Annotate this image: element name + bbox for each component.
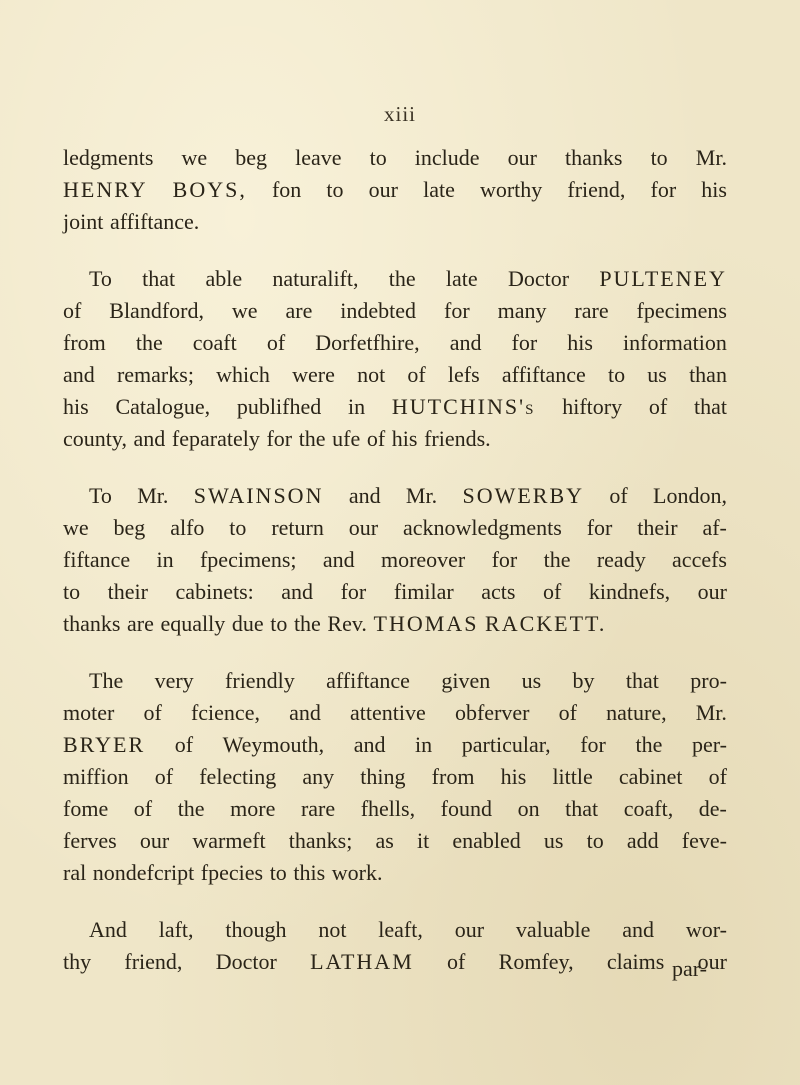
text-line (63, 391, 727, 423)
word: to (607, 362, 626, 387)
word: for (511, 330, 538, 355)
word: given (441, 668, 491, 693)
word: And (89, 917, 127, 942)
word: ferves (63, 828, 117, 853)
word: beg (113, 515, 146, 540)
word: fimilar (393, 579, 454, 604)
word: Rev. (327, 611, 367, 636)
word: worthy (479, 177, 543, 202)
word: Blandford, (109, 298, 204, 323)
word: miffion (63, 764, 129, 789)
word: to (369, 145, 387, 170)
word: feve- (681, 828, 727, 853)
word: affiftance (326, 668, 410, 693)
word: our (454, 917, 485, 942)
word: felecting (199, 764, 277, 789)
word: laft, (158, 917, 194, 942)
word: though (225, 917, 287, 942)
text-line (63, 512, 727, 544)
word: more (230, 796, 276, 821)
word: which (216, 362, 270, 387)
word: and (449, 330, 482, 355)
text-line (63, 946, 727, 978)
text-line (63, 608, 727, 640)
paragraph (63, 914, 727, 978)
text-line (63, 359, 727, 391)
text-line (63, 857, 727, 889)
word: friends. (424, 426, 491, 451)
text-line (63, 729, 727, 761)
word: for (650, 177, 677, 202)
word: feparately (171, 426, 260, 451)
word: Romfey, (498, 949, 574, 974)
word: fiftance (63, 547, 131, 572)
word: HUTCHINS's (391, 394, 536, 419)
word: hiftory (562, 394, 623, 419)
word: nondefcript (92, 860, 195, 885)
word: BRYER (63, 732, 146, 757)
word: his (391, 426, 418, 451)
word: the (298, 426, 326, 451)
word: enabled (452, 828, 521, 853)
word: of (407, 362, 426, 387)
word: his (500, 764, 527, 789)
word: PULTENEY (599, 266, 727, 291)
word: wor- (685, 917, 727, 942)
word: of (558, 700, 577, 725)
word: their (107, 579, 148, 604)
word: Mr. (695, 145, 727, 170)
word: our (697, 949, 727, 974)
word: warmeft (192, 828, 266, 853)
word: of (542, 579, 562, 604)
paragraph (63, 142, 727, 238)
word: fome (63, 796, 109, 821)
word: thy (63, 949, 92, 974)
word: ufe (332, 426, 361, 451)
word: HENRY (63, 177, 148, 202)
word: Weymouth, (222, 732, 325, 757)
word: To (89, 483, 112, 508)
word: county, (63, 426, 127, 451)
word: beg (235, 145, 268, 170)
word: the (388, 266, 416, 291)
text-line (63, 327, 727, 359)
word: work. (331, 860, 383, 885)
word: the (293, 611, 321, 636)
word: fpecies (200, 860, 264, 885)
word: any (302, 764, 335, 789)
word: SOWERBY (462, 483, 585, 508)
word: in (156, 547, 174, 572)
word: for (340, 579, 367, 604)
word: friend, (124, 949, 183, 974)
word: publifhed (236, 394, 322, 419)
word: coaft, (623, 796, 674, 821)
word: were (292, 362, 335, 387)
text-line (63, 174, 727, 206)
word: thanks (565, 145, 623, 170)
word: many (497, 298, 547, 323)
word: add (626, 828, 659, 853)
text-line (63, 544, 727, 576)
word: fpecimens (636, 298, 727, 323)
word: include (414, 145, 480, 170)
word: To (89, 266, 112, 291)
word: information (623, 330, 727, 355)
word: moreover (380, 547, 466, 572)
word: alfo (170, 515, 205, 540)
word: by (572, 668, 595, 693)
word: ral (63, 860, 87, 885)
word: Dorfetfhire, (315, 330, 420, 355)
word: return (271, 515, 324, 540)
word: not (357, 362, 386, 387)
word: for (444, 298, 470, 323)
word: late (445, 266, 478, 291)
text-line (63, 206, 727, 238)
text-line (63, 697, 727, 729)
word: our (139, 828, 170, 853)
word: to (63, 579, 81, 604)
word: able (205, 266, 243, 291)
word: claims (606, 949, 665, 974)
word: cabinet (618, 764, 683, 789)
word: on (517, 796, 540, 821)
word: fhells, (360, 796, 416, 821)
word: due (231, 611, 264, 636)
word: rare (300, 796, 336, 821)
word: acts (481, 579, 516, 604)
word: us (543, 828, 564, 853)
word: accefs (672, 547, 727, 572)
word: and (63, 362, 95, 387)
word: SWAINSON (193, 483, 324, 508)
paragraph (63, 480, 727, 640)
word: coaft (192, 330, 237, 355)
word: naturalift, (272, 266, 359, 291)
word: that (565, 796, 599, 821)
word: fcience, (190, 700, 260, 725)
paragraph (63, 263, 727, 455)
word: fpecimens; (199, 547, 297, 572)
word: London, (653, 483, 727, 508)
word: we (181, 145, 208, 170)
word: friend, (567, 177, 626, 202)
word: the (635, 732, 663, 757)
word: of (708, 764, 727, 789)
text-line (63, 914, 727, 946)
word: that (625, 668, 659, 693)
text-line (63, 295, 727, 327)
word: Doctor (507, 266, 570, 291)
word: it (416, 828, 430, 853)
word: de- (698, 796, 727, 821)
word: in (415, 732, 433, 757)
word: joint (63, 209, 104, 234)
word: not (318, 917, 347, 942)
word: ledgments (63, 145, 154, 170)
word: for (586, 515, 613, 540)
word: our (348, 515, 379, 540)
word: fon (271, 177, 302, 202)
word: their (637, 515, 678, 540)
word: found (440, 796, 492, 821)
word: his (701, 177, 727, 202)
word: The (89, 668, 124, 693)
catchword: par- (672, 956, 707, 981)
word: to (650, 145, 668, 170)
body-text (63, 142, 727, 985)
word: that (142, 266, 176, 291)
text-line (63, 761, 727, 793)
word: moter (63, 700, 115, 725)
word: and (289, 700, 321, 725)
word: and (133, 426, 166, 451)
word: and (322, 547, 355, 572)
text-line (63, 825, 727, 857)
word: remarks; (116, 362, 194, 387)
word: the (177, 796, 205, 821)
word: little (552, 764, 593, 789)
word: af- (702, 515, 727, 540)
word: we (231, 298, 258, 323)
word: this (293, 860, 326, 885)
word: of (174, 732, 194, 757)
word: our (507, 145, 537, 170)
word: very (154, 668, 194, 693)
word: for (580, 732, 606, 757)
word: to (326, 177, 344, 202)
word: affiftance. (109, 209, 200, 234)
word: of (154, 764, 174, 789)
word: friendly (225, 668, 295, 693)
text-line (63, 142, 727, 174)
text-line (63, 576, 727, 608)
word: of (266, 330, 286, 355)
word: the (135, 330, 163, 355)
word: his (63, 394, 89, 419)
word: per- (691, 732, 727, 757)
word: equally (160, 611, 226, 636)
word: late (423, 177, 455, 202)
word: our (697, 579, 727, 604)
word: Mr. (695, 700, 727, 725)
word: attentive (350, 700, 426, 725)
word: for (266, 426, 293, 451)
word: thanks; (288, 828, 353, 853)
word: valuable (515, 917, 591, 942)
word: lefs (447, 362, 480, 387)
word: the (543, 547, 571, 572)
text-line (63, 480, 727, 512)
word: to (229, 515, 247, 540)
word: kindnefs, (588, 579, 671, 604)
word: than (689, 362, 727, 387)
word: pro- (690, 668, 727, 693)
text-line (63, 263, 727, 295)
word: are (285, 298, 313, 323)
word: of (63, 298, 82, 323)
word: as (375, 828, 394, 853)
word: are (127, 611, 154, 636)
word: of (143, 700, 162, 725)
word: cabinets: (175, 579, 254, 604)
word: from (63, 330, 106, 355)
text-line (63, 665, 727, 697)
word: that (693, 394, 727, 419)
word: RACKETT. (485, 611, 607, 636)
text-line (63, 793, 727, 825)
word: thing (360, 764, 406, 789)
word: leaft, (378, 917, 423, 942)
page-number: xiii (383, 102, 416, 126)
word: THOMAS (373, 611, 479, 636)
word: rare (574, 298, 609, 323)
word: us (521, 668, 542, 693)
word: indebted (340, 298, 417, 323)
word: to (269, 860, 287, 885)
word: and (622, 917, 654, 942)
word: of (133, 796, 153, 821)
word: our (368, 177, 398, 202)
word: and (353, 732, 386, 757)
word: LATHAM (310, 949, 414, 974)
word: nature, (606, 700, 667, 725)
word: in (348, 394, 366, 419)
word: his (567, 330, 593, 355)
word: of (609, 483, 628, 508)
text-line (63, 423, 727, 455)
word: we (63, 515, 89, 540)
word: and (281, 579, 314, 604)
paragraph (63, 665, 727, 889)
word: of (648, 394, 668, 419)
word: us (647, 362, 667, 387)
word: leave (295, 145, 342, 170)
word: BOYS, (172, 177, 247, 202)
word: obferver (454, 700, 530, 725)
word: to (586, 828, 604, 853)
word: acknowledgments (402, 515, 562, 540)
word: Doctor (215, 949, 277, 974)
word: and (348, 483, 381, 508)
word: Catalogue, (115, 394, 211, 419)
word: affiftance (501, 362, 586, 387)
word: thanks (63, 611, 121, 636)
word: particular, (461, 732, 551, 757)
word: ready (596, 547, 646, 572)
word: of (366, 426, 386, 451)
word: of (447, 949, 466, 974)
word: from (431, 764, 475, 789)
word: Mr. (405, 483, 438, 508)
word: for (491, 547, 518, 572)
word: to (270, 611, 288, 636)
word: Mr. (137, 483, 169, 508)
